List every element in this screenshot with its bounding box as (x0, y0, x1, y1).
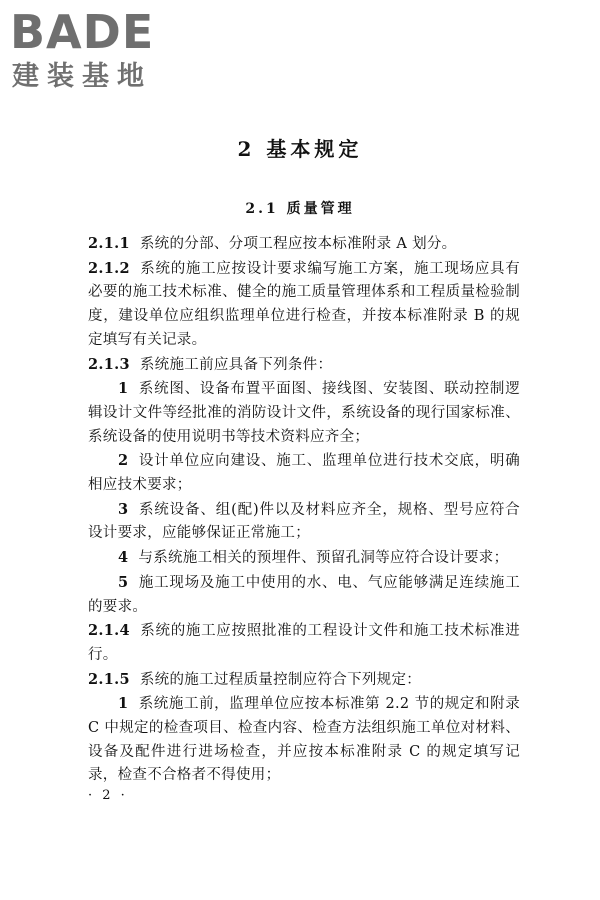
clause-text: 系统的施工应按照批准的工程设计文件和施工技术标准进行。 (88, 623, 520, 663)
item-text: 施工现场及施工中使用的水、电、气应能够满足连续施工的要求。 (88, 574, 520, 615)
clause-number: 2.1.5 (88, 670, 130, 688)
clause-number: 2.1.2 (88, 259, 130, 277)
clause-text: 系统的施工应按设计要求编写施工方案，施工现场应具有必要的施工技术标准、健全的施工质量管理体系和工程质量检验制度，建设单位应组织监理单位进行检查，并按本标准附录 B 的规定填写有关记录。 (88, 260, 520, 348)
logo-wordmark: BADE (10, 5, 155, 59)
clause-2-1-4 (88, 619, 520, 667)
item-text: 设计单位应向建设、施工、监理单位进行技术交底，明确相应技术要求； (88, 453, 520, 494)
item-number: 4 (118, 549, 129, 567)
list-item (88, 692, 520, 788)
page-number: · 2 · (88, 788, 128, 803)
section-title: 2.1 质量管理 (245, 201, 355, 217)
list-item (88, 571, 520, 619)
item-text: 与系统施工相关的预埋件、预留孔洞等应符合设计要求； (138, 550, 509, 567)
clause-text: 系统的施工过程质量控制应符合下列规定： (139, 671, 422, 688)
logo-subtitle: 建装基地 (12, 61, 152, 92)
item-number: 2 (118, 452, 129, 470)
list-item (88, 498, 520, 546)
item-text: 系统设备、组(配)件以及材料应齐全，规格、型号应符合设计要求，应能够保证正常施工； (88, 501, 520, 542)
clause-text: 系统的分部、分项工程应按本标准附录 A 划分。 (139, 236, 457, 252)
list-item (88, 449, 520, 497)
item-text: 系统图、设备布置平面图、接线图、安装图、联动控制逻辑设计文件等经批准的消防设计文件，系统设备的现行国家标准、系统设备的使用说明书等技术资料应齐全； (88, 381, 520, 445)
item-number: 1 (118, 695, 129, 713)
clause-2-1-1 (88, 232, 520, 257)
item-number: 3 (118, 500, 129, 518)
document-body (88, 232, 520, 788)
clause-number: 2.1.3 (88, 355, 130, 373)
clause-number: 2.1.4 (88, 622, 130, 640)
item-number: 5 (118, 573, 129, 591)
clause-2-1-2 (88, 257, 520, 353)
item-text: 系统施工前，监理单位应按本标准第 2.2 节的规定和附录 C 中规定的检查项目、检查内容、检查方法组织施工单位对材料、设备及配件进行进场检查，并应按本标准附录 C 的规定填写记录，检查不合格者不得使用； (88, 696, 520, 784)
clause-2-1-5 (88, 668, 520, 693)
item-number: 1 (118, 380, 129, 398)
clause-text: 系统施工前应具备下列条件： (139, 356, 333, 373)
clause-number: 2.1.1 (88, 235, 130, 252)
bade-logo (10, 6, 180, 96)
list-item (88, 377, 520, 449)
chapter-title: 2 基本规定 (237, 137, 363, 161)
list-item (88, 546, 520, 571)
clause-2-1-3 (88, 353, 520, 378)
